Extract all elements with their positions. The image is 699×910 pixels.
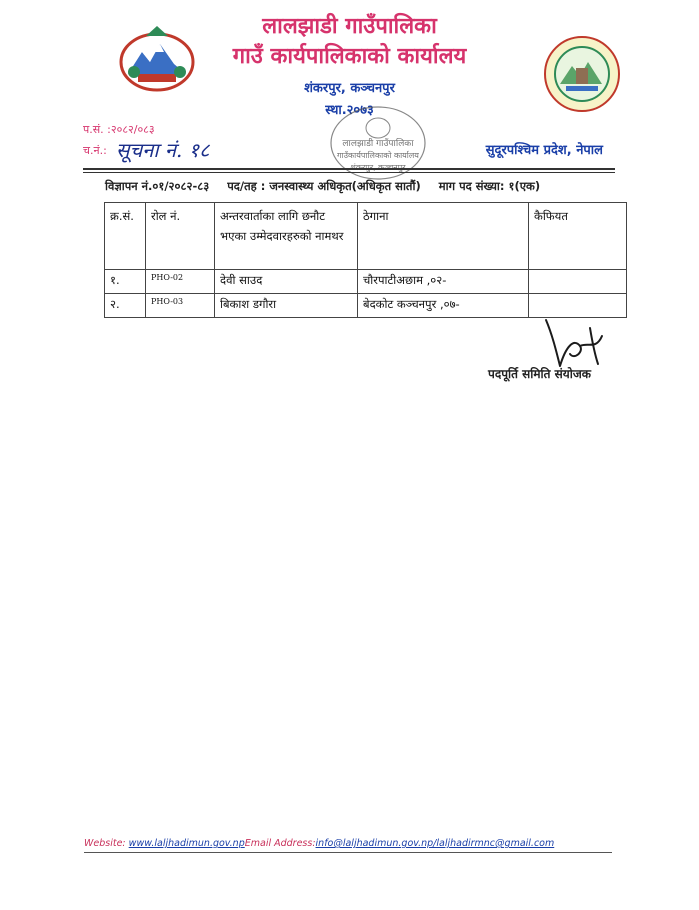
province-name: सुदूरपश्चिम प्रदेश, नेपाल [485, 143, 603, 158]
cell-serial: १. [105, 270, 146, 294]
footer-divider [84, 852, 612, 853]
col-serial: क्र.सं. [105, 203, 146, 270]
candidate-table [104, 202, 627, 318]
header-divider [83, 168, 615, 170]
cell-address: चौरपाटीअछाम ,०२- [358, 270, 529, 294]
website-label: Website: [84, 838, 126, 849]
col-remarks: कैफियत [529, 203, 627, 270]
established-year: स्था.२०७३ [325, 103, 374, 118]
cell-remarks [529, 270, 627, 294]
cell-roll: PHO-02 [146, 270, 215, 294]
table-row [105, 294, 627, 318]
office-stamp [328, 104, 428, 182]
footer-contact [84, 838, 554, 849]
col-roll: रोल नं. [146, 203, 215, 270]
email-label: Email Address: [244, 838, 316, 849]
notice-number-handwritten: सूचना नं. १८ [116, 138, 210, 162]
website-link[interactable]: www.laljhadimun.gov.np [128, 838, 245, 849]
demand-count: माग पद संख्या: १(एक) [438, 179, 541, 193]
dispatch-number-label: च.नं.: [83, 144, 107, 157]
header-divider-thin [83, 172, 615, 173]
svg-text:लालझाडी गाउँपालिका: लालझाडी गाउँपालिका [342, 139, 414, 149]
signatory-title: पदपूर्ति समिति संयोजक [488, 367, 591, 381]
post-level: पद/तह : जनस्वास्थ्य अधिकृत(अधिकृत सातौं) [227, 179, 421, 193]
letter-number: प.सं. :२०८२/०८३ [83, 123, 155, 136]
office-address: शंकरपुर, कञ्चनपुर [304, 81, 395, 96]
table-header-row [105, 203, 627, 270]
cell-address: बेदकोट कञ्चनपुर ,०७- [358, 294, 529, 318]
cell-remarks [529, 294, 627, 318]
office-title-line2: गाउँ कार्यपालिकाको कार्यालय [232, 44, 467, 69]
advertisement-info [105, 179, 645, 194]
advertisement-number: विज्ञापन नं.०१/२०८२-८३ [105, 179, 210, 193]
col-name: अन्तरवार्ताका लागि छनौट भएका उम्मेदवारहरुको नामथर [215, 203, 358, 270]
cell-serial: २. [105, 294, 146, 318]
cell-roll: PHO-03 [146, 294, 215, 318]
cell-name: देवी साउद [215, 270, 358, 294]
table-row [105, 270, 627, 294]
email-link[interactable]: info@laljhadimun.gov.np/laljhadirmnc@gmail.com [315, 838, 555, 849]
office-title-line1: लालझाडी गाउँपालिका [262, 14, 437, 39]
cell-name: बिकाश डगौरा [215, 294, 358, 318]
col-address: ठेगाना [358, 203, 529, 270]
svg-text:गाउँकार्यपालिकाको कार्यालय: गाउँकार्यपालिकाको कार्यालय [337, 151, 419, 160]
